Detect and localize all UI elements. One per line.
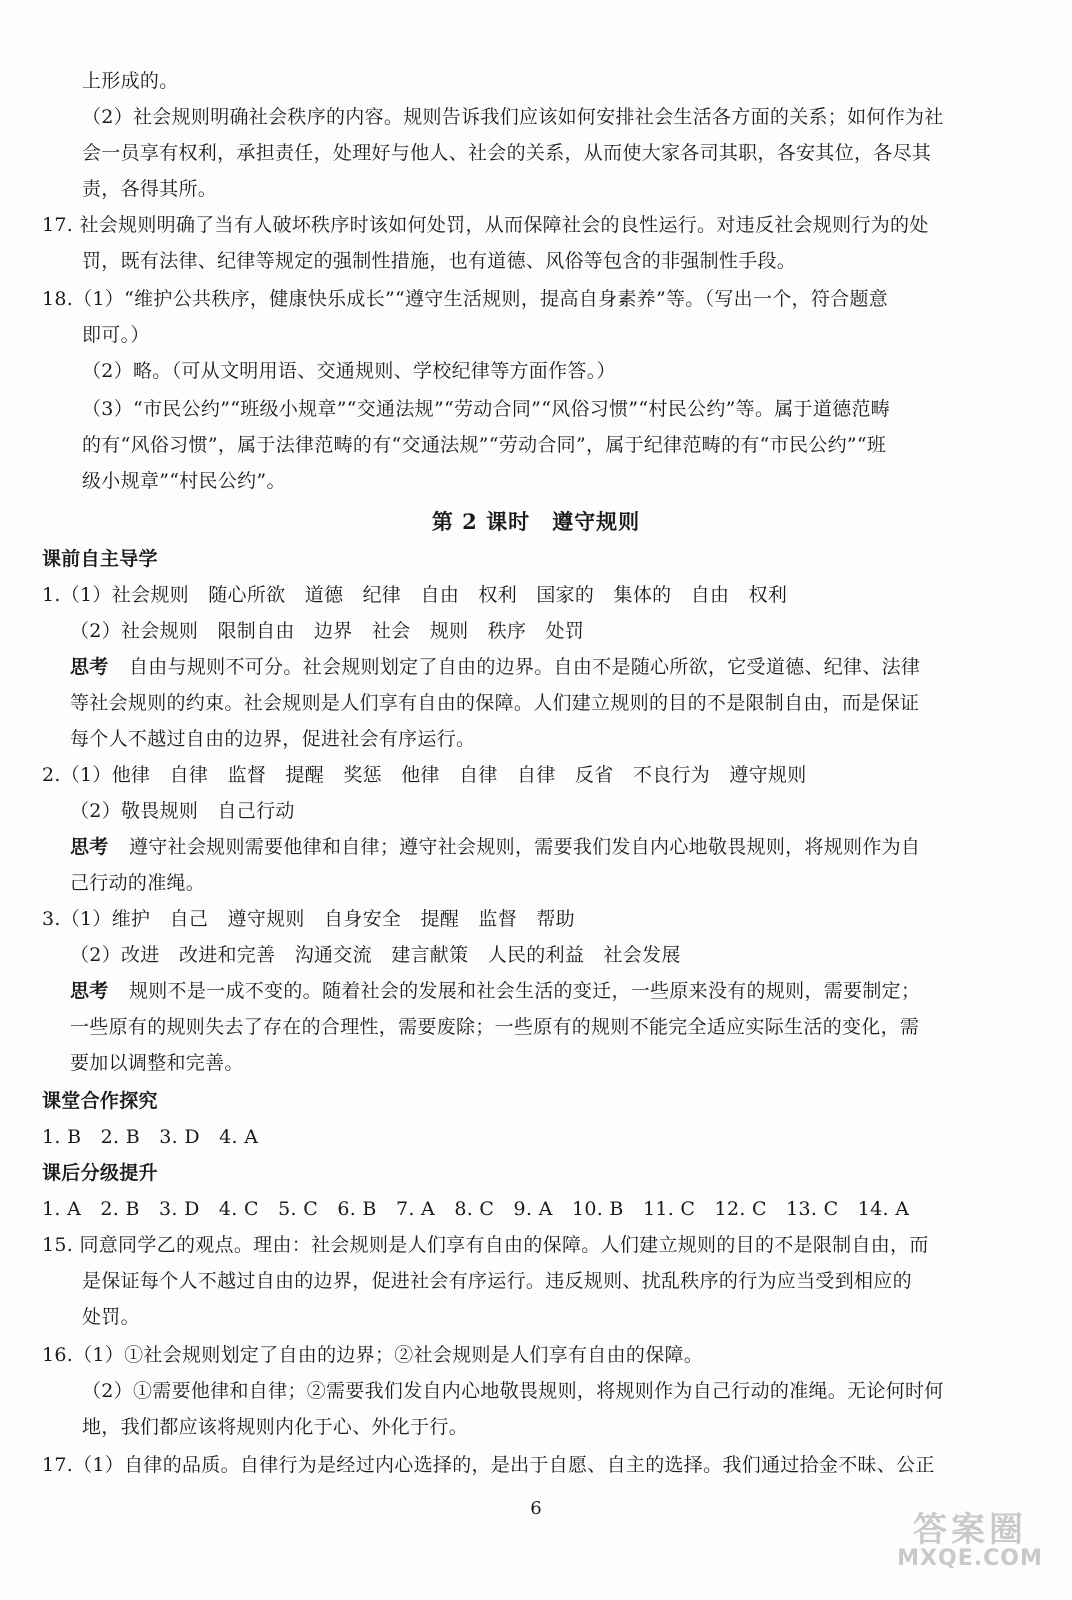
think-text: 规则不是一成不变的。随着社会的发展和社会生活的变迁，一些原来没有的规则，需要制定；	[128, 980, 921, 1002]
section-heading: 课后分级提升	[42, 1162, 158, 1184]
think-line	[70, 978, 920, 1004]
text-line: 16.（1）①社会规则划定了自由的边界；②社会规则是人们享有自由的保障。	[42, 1344, 704, 1366]
text-line: 18.（1）“维护公共秩序，健康快乐成长”“遵守生活规则，提高自身素养”等。（写出一个，符合题意	[42, 288, 889, 310]
text-line: 15. 同意同学乙的观点。理由：社会规则是人们享有自由的保障。人们建立规则的目的不是限制自由，而	[42, 1234, 929, 1256]
watermark-logo	[890, 1502, 1050, 1578]
text-line: （2）略。（可从文明用语、交通规则、学校纪律等方面作答。）	[82, 360, 616, 382]
text-line: 的有“风俗习惯”，属于法律范畴的有“交通法规”“劳动合同”，属于纪律范畴的有“市民公约”“班	[82, 434, 887, 456]
think-label: 思考	[70, 836, 109, 858]
text-line: （2）改进 改进和完善 沟通交流 建言献策 人民的利益 社会发展	[70, 944, 681, 966]
text-line: 是保证每个人不越过自由的边界，促进社会有序运行。违反规则、扰乱秩序的行为应当受到相应的	[82, 1270, 912, 1292]
text-line: 地，我们都应该将规则内化于心、外化于行。	[82, 1416, 469, 1438]
text-line: （3）“市民公约”“班级小规章”“交通法规”“劳动合同”“风俗习惯”“村民公约”等。属于道德范畴	[82, 398, 891, 420]
watermark-url: MXQE.COM	[897, 1546, 1043, 1571]
text-line: 会一员享有权利，承担责任，处理好与他人、社会的关系，从而使大家各司其职，各安其位，各尽其	[82, 142, 932, 164]
text-line: 1. B 2. B 3. D 4. A	[42, 1126, 259, 1148]
text-line: 罚，既有法律、纪律等规定的强制性措施，也有道德、风俗等包含的非强制性手段。	[82, 250, 797, 272]
text-line: 上形成的。	[82, 70, 179, 92]
text-line: 要加以调整和完善。	[70, 1052, 244, 1074]
text-line: （2）敬畏规则 自己行动	[70, 800, 295, 822]
text-line: 级小规章”“村民公约”。	[82, 470, 286, 492]
text-line: 责，各得其所。	[82, 178, 218, 200]
section-heading: 课前自主导学	[42, 548, 158, 570]
think-text: 自由与规则不可分。社会规则划定了自由的边界。自由不是随心所欲，它受道德、纪律、法律	[128, 656, 921, 678]
text-line: 2.（1）他律 自律 监督 提醒 奖惩 他律 自律 自律 反省 不良行为 遵守规则	[42, 764, 807, 786]
section-heading: 课堂合作探究	[42, 1090, 158, 1112]
section-title: 第 2 课时 遵守规则	[431, 509, 641, 534]
watermark-text: 答案圈	[913, 1510, 1027, 1550]
text-line: 处罚。	[82, 1306, 140, 1328]
text-line: 1.（1）社会规则 随心所欲 道德 纪律 自由 权利 国家的 集体的 自由 权利	[42, 584, 788, 606]
text-line: 17.（1）自律的品质。自律行为是经过内心选择的，是出于自愿、自主的选择。我们通过拾金不昧、公正	[42, 1454, 935, 1476]
text-line: 等社会规则的约束。社会规则是人们享有自由的保障。人们建立规则的目的不是限制自由，而是保证	[70, 692, 920, 714]
think-text: 遵守社会规则需要他律和自律；遵守社会规则，需要我们发自内心地敬畏规则，将规则作为自	[128, 836, 921, 858]
think-line	[70, 654, 920, 680]
text-line: 1. A 2. B 3. D 4. C 5. C 6. B 7. A 8. C 9. A 10. B 11. C 12. C 13. C 14. A	[42, 1198, 910, 1220]
text-line: 即可。）	[82, 324, 150, 346]
text-line: 17. 社会规则明确了当有人破坏秩序时该如何处罚，从而保障社会的良性运行。对违反社会规则行为的处	[42, 214, 929, 236]
think-label: 思考	[70, 656, 109, 678]
page-number: 6	[530, 1498, 542, 1519]
text-line: （2）社会规则 限制自由 边界 社会 规则 秩序 处罚	[70, 620, 585, 642]
text-line: 每个人不越过自由的边界，促进社会有序运行。	[70, 728, 476, 750]
think-line	[70, 834, 920, 860]
text-line: （2）①需要他律和自律；②需要我们发自内心地敬畏规则，将规则作为自己行动的准绳。无论何时何	[82, 1380, 944, 1402]
text-line: 3.（1）维护 自己 遵守规则 自身安全 提醒 监督 帮助	[42, 908, 575, 930]
text-line: 一些原有的规则失去了存在的合理性，需要废除；一些原有的规则不能完全适应实际生活的变化，需	[70, 1016, 920, 1038]
text-line: （2）社会规则明确社会秩序的内容。规则告诉我们应该如何安排社会生活各方面的关系；如何作为社	[82, 106, 944, 128]
think-label: 思考	[70, 980, 109, 1002]
text-line: 己行动的准绳。	[70, 872, 206, 894]
